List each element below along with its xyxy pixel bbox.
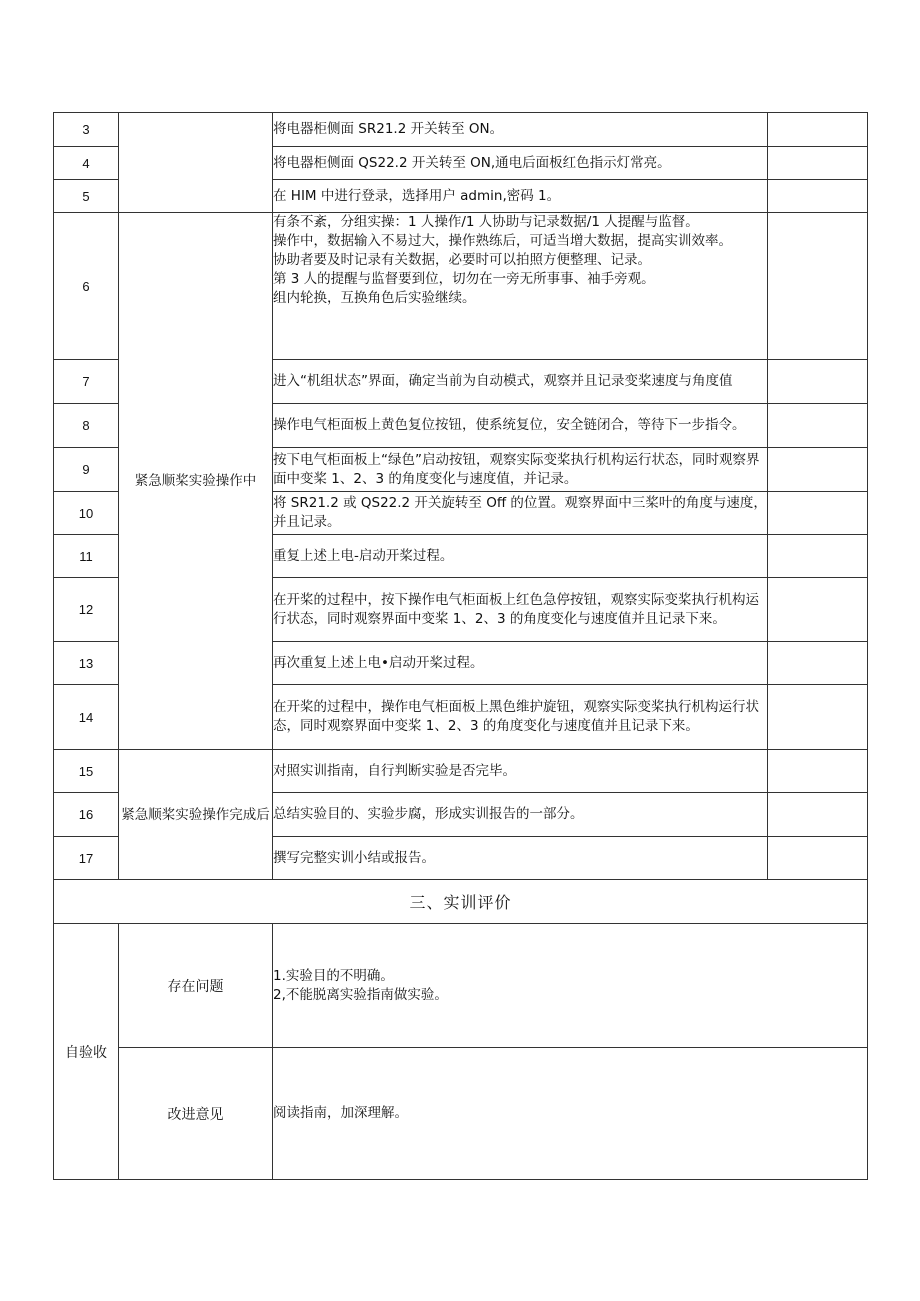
- problem-item: 1.实验目的不明确。: [273, 967, 394, 984]
- step-number: 11: [54, 535, 119, 578]
- evaluation-row: [54, 924, 868, 1048]
- step-number: 4: [54, 147, 119, 180]
- remark-cell: [768, 642, 868, 685]
- phase-cell-empty: [119, 113, 273, 213]
- step-text: 操作电气柜面板上黄色复位按钮，使系统复位，安全链闭合，等待下一步指令。: [273, 417, 746, 433]
- step-text: 在 HIM 中进行登录，选择用户 admin,密码 1。: [273, 187, 561, 204]
- remark-cell: [768, 578, 868, 642]
- remark-cell: [768, 793, 868, 837]
- remark-cell: [768, 837, 868, 880]
- step-number: 8: [54, 404, 119, 448]
- phase-label: 紧急顺桨实验操作完成后: [119, 750, 273, 880]
- step-content: [273, 360, 768, 404]
- step-number: 15: [54, 750, 119, 793]
- section-header-row: [54, 880, 868, 924]
- table-row: [54, 750, 868, 793]
- step-content: [273, 642, 768, 685]
- step-text: 对照实训指南，自行判断实验是否完毕。: [273, 762, 516, 779]
- evaluation-category: 自验收: [54, 924, 119, 1180]
- step-content: [273, 492, 768, 535]
- remark-cell: [768, 750, 868, 793]
- step-text: 有条不紊，分组实操：1 人操作/1 人协助与记录数据/1 人提醒与监督。: [273, 214, 699, 230]
- step-text: 再次重复上述上电•启动开桨过程。: [273, 654, 484, 671]
- step-text: 在开桨的过程中，操作电气柜面板上黑色维护旋钮，观察实际变桨执行机构运行状态，同时观察界面中变桨 1、2、3 的角度变化与速度值并且记录下来。: [273, 699, 759, 734]
- step-content: [273, 837, 768, 880]
- step-text: 将电器柜侧面 SR21.2 开关转至 ON。: [273, 121, 504, 137]
- table-row: [54, 113, 868, 147]
- remark-cell: [768, 360, 868, 404]
- step-number: 9: [54, 448, 119, 492]
- step-content: [273, 535, 768, 578]
- table-row: [54, 213, 868, 360]
- step-text: 协助者要及时记录有关数据，必要时可以拍照方便整理、记录。: [273, 252, 651, 268]
- step-number: 10: [54, 492, 119, 535]
- remark-cell: [768, 147, 868, 180]
- step-text: 进入“机组状态”界面，确定当前为自动模式，观察并且记录变桨速度与角度值: [273, 373, 733, 389]
- improve-label: 改进意见: [119, 1048, 273, 1180]
- remark-cell: [768, 113, 868, 147]
- step-number: 17: [54, 837, 119, 880]
- remark-cell: [768, 685, 868, 750]
- problem-item: 2,不能脱离实验指南做实验。: [273, 986, 448, 1003]
- step-content: [273, 113, 768, 147]
- remark-cell: [768, 404, 868, 448]
- step-content: [273, 578, 768, 642]
- step-number: 12: [54, 578, 119, 642]
- step-number: 5: [54, 180, 119, 213]
- improve-content: 阅读指南，加深理解。: [273, 1048, 868, 1180]
- remark-cell: [768, 535, 868, 578]
- remark-cell: [768, 492, 868, 535]
- step-number: 16: [54, 793, 119, 837]
- procedure-table: [53, 112, 868, 1180]
- step-number: 13: [54, 642, 119, 685]
- step-content: [273, 213, 768, 360]
- step-text: 组内轮换，互换角色后实验继续。: [273, 290, 476, 306]
- step-text: 将 SR21.2 或 QS22.2 开关旋转至 Off 的位置。观察界面中三桨叶的角度与速度，并且记录。: [273, 495, 767, 530]
- step-content: [273, 147, 768, 180]
- step-text: 第 3 人的提醒与监督要到位，切勿在一旁无所事事、袖手旁观。: [273, 271, 655, 287]
- step-text: 在开桨的过程中，按下操作电气柜面板上红色急停按钮，观察实际变桨执行机构运行状态，同时观察界面中变桨 1、2、3 的角度变化与速度值并且记录下来。: [273, 591, 759, 627]
- step-content: [273, 180, 768, 213]
- step-text: 重复上述上电-启动开桨过程。: [273, 547, 454, 564]
- problems-content: [273, 924, 868, 1048]
- step-text: 总结实验目的、实验步腐，形成实训报告的一部分。: [273, 806, 584, 822]
- remark-cell: [768, 448, 868, 492]
- phase-label: 紧急顺桨实验操作中: [119, 213, 273, 750]
- remark-cell: [768, 213, 868, 360]
- step-number: 7: [54, 360, 119, 404]
- section-title: 三、实训评价: [54, 880, 868, 924]
- step-number: 6: [54, 213, 119, 360]
- step-number: 14: [54, 685, 119, 750]
- problems-label: 存在问题: [119, 924, 273, 1048]
- step-content: [273, 750, 768, 793]
- evaluation-row: [54, 1048, 868, 1180]
- step-content: [273, 448, 768, 492]
- step-content: [273, 404, 768, 448]
- step-text: 撰写完整实训小结或报告。: [273, 849, 435, 866]
- step-content: [273, 793, 768, 837]
- step-content: [273, 685, 768, 750]
- step-number: 3: [54, 113, 119, 147]
- remark-cell: [768, 180, 868, 213]
- step-text: 按下电气柜面板上“绿色”启动按钮，观察实际变桨执行机构运行状态，同时观察界面中变桨 1、2、3 的角度变化与速度值，并记录。: [273, 451, 760, 487]
- step-text: 操作中，数据输入不易过大，操作熟练后，可适当增大数据，提高实训效率。: [273, 233, 732, 249]
- step-text: 将电器柜侧面 QS22.2 开关转至 ON,通电后面板红色指示灯常亮。: [273, 154, 671, 171]
